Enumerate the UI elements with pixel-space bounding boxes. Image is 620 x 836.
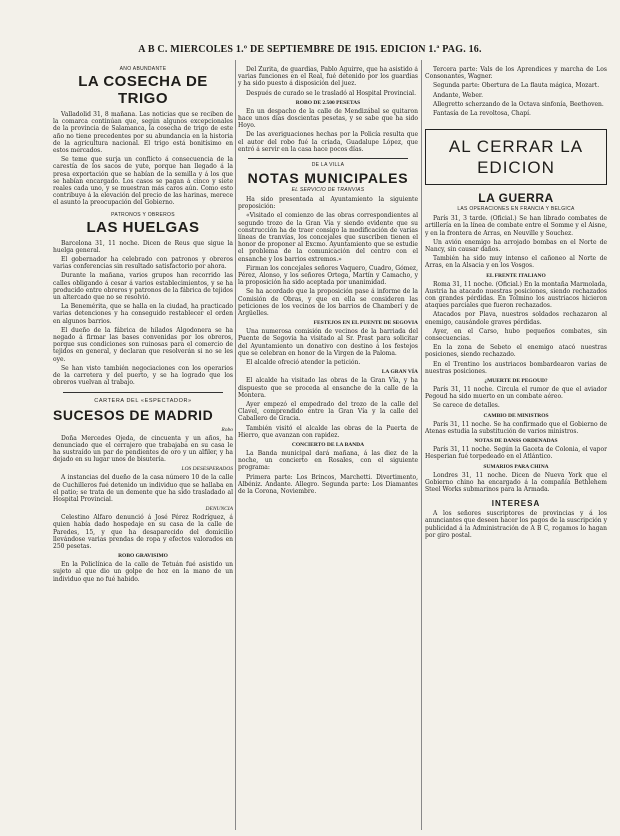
paragraph: Del Zurita, de guardias, Pablo Aguirre, que ha asistido á varias funciones en el Real, fué detenido por los guardias y ha sido puesto á disposición del juez. [238, 66, 418, 88]
paragraph: Roma 31, 11 noche. (Oficial.) En la montaña Marmolada, Austria ha atacado nuestras posiciones, siendo rechazados con grandes pérdidas. En Tolmino los austriacos hicieron ataques parciales que fueron rechazados. [425, 280, 607, 310]
column-1 [53, 66, 233, 830]
paragraph: París 31, 11 noche. Circula el rumor de que el aviador Pegoud ha sido muerto en un combate aéreo. [425, 386, 607, 401]
paragraph: Firman los concejales señores Vaquero, Cuadro, Gómez, Pérez, Alonso, y los señores Ortega, Martín y Camacho, y la proposición ha sido aceptada por unanimidad. [238, 264, 418, 287]
edition-box: AL CERRAR LA EDICION [425, 129, 607, 185]
subheading: ROBO DE 2.500 PESETAS [295, 99, 361, 106]
column-rule [421, 60, 422, 830]
headline: LAS HUELGAS [86, 218, 200, 236]
paragraph: La Banda municipal dará mañana, á las diez de la noche, un concierto en Rosales, con el siguiente programa: [238, 449, 418, 472]
paragraph: Andante, Weber. [433, 91, 483, 99]
subheading: ROBO GRAVISIMO [118, 553, 168, 560]
column-3 [425, 66, 607, 830]
paragraph: Primera parte: Los Brincos, Marchetti. Divertimento, Albéniz. Andante. Allegro. Segunda parte: Los Diamantes de la Corona, Noviembre. [238, 473, 418, 495]
paragraph: Valladolid 31, 8 mañana. Las noticias que se reciben de la comarca continúan que, según algunos excepcionales de la provincia de Salamanca, la cosecha de trigo de este año no tiene precedentes por su abundancia en la historia de la agricultura nacional. El trigo está bonitísimo en estos mercados. [53, 111, 233, 155]
paragraph: El alcalde ofreció atender la petición. [246, 359, 361, 367]
paragraph: Se ha acordado que la proposición pase á informe de la Comisión de Obras, y que en ella se consideren las peticiones de los vecinos de los barrios de Chamberí y de Argüelles. [238, 288, 418, 318]
paragraph: Después de curado se le trasladó al Hospital Provincial. [246, 89, 416, 97]
paragraph: Se teme que surja un conflicto á consecuencia de la carestía de los sacos de yute, porque han llegado á la presa exportación que se habían de la semilla y á los que se habían encargado. Los casos se pagan á cinco y siete reales cada uno, y se muestran más caros aún. Como esto contribuye á la elevación del precio de las harinas, merece el asunto la preocupación del Gobierno. [53, 156, 233, 207]
subheading: CONCIERTO DE LA BANDA [291, 441, 365, 448]
subheading: FESTEJOS EN EL PUENTE DE SEGOVIA [313, 320, 418, 327]
paragraph: París 31, 11 noche. Según la Gaceta de Colonia, el vapor Hesperian fué torpedeado en el Atlántico. [425, 446, 607, 461]
subheading: DENUNCIA [205, 506, 233, 513]
paragraph: Durante la mañana, varios grupos han recorrido las calles obligando á cesar á varios establecimientos, y se ha producido entre obreros y patronos de la fábrica de tejidos un altercado que no se resolvió. [53, 272, 233, 302]
subheading: CAMBIO DE MINISTROS [483, 412, 549, 419]
paragraph: El gobernador ha celebrado con patronos y obreros varias conferencias sin resultado satisfactorio por ahora. [53, 256, 233, 271]
paragraph: Allegretto scherzando de la Octava sinfonía, Beethoven. [433, 100, 604, 108]
paragraph: Tercera parte: Vals de los Aprendices y marcha de Los Consonantes, Wagner. [425, 66, 607, 81]
paragraph: «Visitado el comienzo de las obras correspondientes al segundo trozo de la Gran Vía y siendo evidente que su construcción ha de traer consigo la modificación de varias líneas de tranvías, los concejales que suscriben tienen el honor de proponer al Excmo. Ayuntamiento que se estudie el problema de la comunicación del centro con el ensanche y los barrios extremos.» [238, 212, 418, 263]
paragraph: En la Policlínica de la calle de Tetuán fué asistido un sujeto al que dio un golpe de hoz en la mano de un individuo que no fué habido. [53, 561, 233, 583]
divider [248, 158, 408, 159]
paragraph: También ha sido muy intenso el cañoneo al Norte de Arras, en la Alsacia y en los Vosgos. [425, 255, 607, 270]
paragraph: Barcelona 31, 11 noche. Dicen de Reus que sigue la huelga general. [53, 239, 233, 254]
notice-heading: INTERESA [491, 499, 541, 509]
paragraph: París 31, 11 noche. Se ha confirmado que el Gobierno de Atenas estudia la substitución de varios ministros. [425, 420, 607, 435]
headline: LA COSECHA DE TRIGO [78, 73, 208, 107]
paragraph: De las averiguaciones hechas por la Policía resulta que el autor del robo fué la criada, Guadalupe López, que entró á servir en la casa hace pocos días. [238, 131, 418, 153]
subheading: LA GRAN VÍA [381, 369, 418, 376]
column-rule [235, 60, 236, 830]
kicker: PATRONOS Y OBREROS [111, 211, 175, 218]
page-header: A B C. MIERCOLES 1.º DE SEPTIEMBRE DE 1915. EDICION 1.ª PAG. 16. [138, 44, 482, 55]
section-rubric: CARTERA DEL «ESPECTADOR» [94, 397, 192, 404]
subheading: EL FRENTE ITALIANO [486, 272, 546, 279]
paragraph: Celestino Alfaro denunció á José Pérez Rodríguez, á quien había dado hospedaje en su casa de la calle de Paredes, 15, y que ha desaparecido del domicilio llevándose varias prendas de ropa y efectos valorados en 250 pesetas. [53, 514, 233, 550]
headline: SUCESOS DE MADRID [53, 406, 214, 423]
divider [63, 392, 223, 393]
paragraph: Doña Mercedes Ojeda, de cincuenta y un años, ha denunciado que el cerrajero que trabajaba en su casa le ha sustraído un par de pendientes de oro y un alfiler, y ha dejado en su lugar unos de bisutería. [53, 434, 233, 464]
paragraph: En el Trentino los austriacos bombardearon varias de nuestras posiciones. [425, 360, 607, 375]
paragraph: Ayer, en el Carso, hubo pequeños combates, sin consecuencias. [425, 327, 607, 343]
headline: LA GUERRA [478, 191, 554, 206]
paragraph: En la zona de Sebeto el enemigo atacó nuestras posiciones, siendo rechazado. [425, 344, 607, 359]
paragraph: París 31, 3 tarde. (Oficial.) Se han librado combates de artillería en la línea de combate entre el Somme y el Aisne, y en la frontera de Arras, en Neuville y Souchez. [425, 215, 607, 237]
paragraph: La Benemérita, que se halla en la ciudad, ha practicado varias detenciones y ha conseguido restablecer el orden en algunos barrios. [53, 303, 233, 325]
kicker: AÑO ABUNDANTE [119, 66, 167, 72]
subheading: SUMARIOS PARA CHINA [483, 463, 549, 470]
headline: NOTAS MUNICIPALES [247, 170, 409, 187]
paragraph: Atacados por Plava, nuestros soldados rechazaron al enemigo, causándole graves pérdidas. [425, 311, 607, 326]
paragraph: El alcalde ha visitado las obras de la Gran Vía, y ha dispuesto que se proceda al ensanche de la calle de la Montera. [238, 377, 418, 399]
paragraph: También visitó el alcalde las obras de la Puerta de Hierro, que avanzan con rapidez. [238, 424, 418, 439]
paragraph: Fantasía de La revoltosa, Chapí. [433, 110, 531, 118]
paragraph: Ayer empezó el empedrado del trozo de la calle del Clavel, comprendido entre la Gran Vía y la calle del Caballero de Gracia. [238, 400, 418, 423]
subheading: LOS DESESPERADOS [181, 466, 233, 473]
paragraph: Se han visto también negociaciones con los operarios de la carretera y del puerto, y se ha logrado que los obreros vuelvan al trabajo. [53, 364, 233, 387]
subheading: ¿MUERTE DE PEGOUD? [484, 378, 548, 385]
paragraph: En un despacho de la calle de Mendizábal se quitaron hace unos días doscientas pesetas, y se sabe que ha sido Hoyo. [238, 107, 418, 130]
paragraph: A instancias del dueño de la casa número 10 de la calle de Cuchilleros fué detenido un individuo que se hallaba en el patio; se trata de un demente que ha sido trasladado al Hospital Provincial. [53, 474, 233, 503]
paragraph: Segunda parte: Obertura de La flauta mágica, Mozart. [433, 82, 600, 90]
paragraph: Un avión enemigo ha arrojado bombas en el Norte de Nancy, sin causar daños. [425, 238, 607, 254]
subheading: Robo [221, 426, 233, 433]
subheading: NOTAS DE DANSS ORDENADAS [474, 438, 558, 445]
paragraph: A los señores suscriptores de provincias y á los anunciantes que deseen hacer los pagos de la suscripción y publicidad á la Administración de A B C, rogamos lo hagan por giro postal. [425, 510, 607, 539]
paragraph: Se carece de detalles. [433, 402, 500, 410]
paragraph: Una numerosa comisión de vecinos de la barriada del Puente de Segovia ha visitado al Sr. Prast para solicitar del Ayuntamiento un donativo con destino á los festejos que se celebran en honor de la Virgen de la Paloma. [238, 328, 418, 357]
subheading: LAS OPERACIONES EN FRANCIA Y BELGICA [457, 206, 575, 213]
paragraph: El dueño de la fábrica de hilados Algodonera se ha negado á firmar las bases convenidas por los obreros, porque sus condiciones son ruinosas para el comercio de tejidos en general, y declaran que resolverán si no se les oye. [53, 326, 233, 363]
paragraph: Londres 31, 11 noche. Dicen de Nueva York que el Gobierno chino ha encargado á la compañía Bethlehem Steel Works submarinos para la Armada. [425, 471, 607, 493]
subheading: EL SERVICIO DE TRANVIAS [291, 187, 365, 194]
kicker: DE LA VILLA [311, 162, 345, 169]
paragraph: Ha sido presentada al Ayuntamiento la siguiente proposición: [238, 196, 418, 211]
column-2 [238, 66, 418, 830]
